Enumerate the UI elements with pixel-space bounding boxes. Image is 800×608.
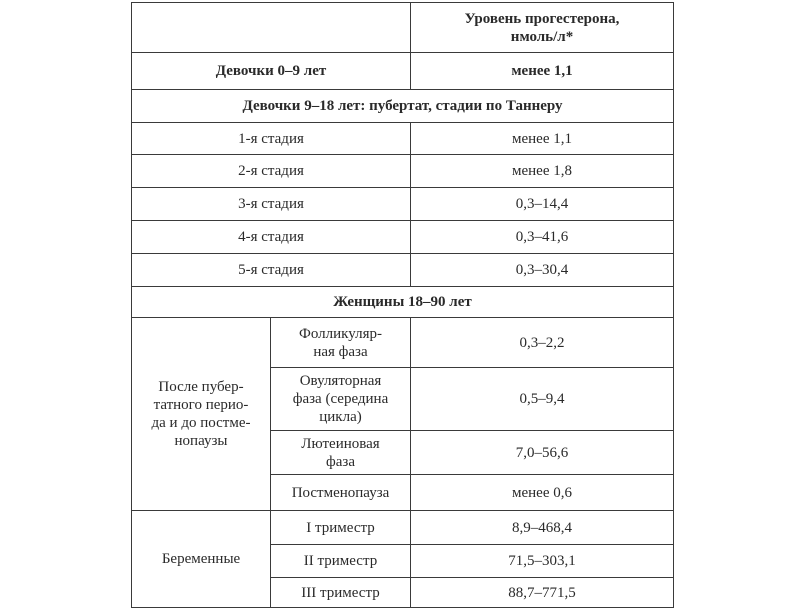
girls-9-18-title: Девочки 9–18 лет: пубертат, стадии по Таннеру bbox=[132, 90, 674, 123]
stage-value: менее 1,8 bbox=[411, 155, 674, 188]
phase-label: Лютеиновая фаза bbox=[271, 431, 411, 475]
stage-label: 1-я стадия bbox=[132, 123, 411, 155]
stage-value: 0,3–41,6 bbox=[411, 221, 674, 254]
table-row bbox=[132, 155, 674, 188]
women-18-90-title: Женщины 18–90 лет bbox=[132, 287, 674, 318]
phase-value: менее 0,6 bbox=[411, 475, 674, 511]
table-row bbox=[132, 318, 674, 368]
header-row bbox=[132, 3, 674, 53]
girls-0-9-label: Девочки 0–9 лет bbox=[132, 53, 411, 90]
phase-value: 0,3–2,2 bbox=[411, 318, 674, 368]
stage-value: менее 1,1 bbox=[411, 123, 674, 155]
stage-label: 5-я стадия bbox=[132, 254, 411, 287]
header-category-cell bbox=[132, 3, 411, 53]
trimester-label: III триместр bbox=[271, 578, 411, 608]
stage-value: 0,3–14,4 bbox=[411, 188, 674, 221]
trimester-label: II триместр bbox=[271, 545, 411, 578]
table-row bbox=[132, 123, 674, 155]
girls-0-9-value: менее 1,1 bbox=[411, 53, 674, 90]
girls-0-9-row bbox=[132, 53, 674, 90]
trimester-value: 88,7–771,5 bbox=[411, 578, 674, 608]
trimester-label: I триместр bbox=[271, 511, 411, 545]
stage-label: 3-я стадия bbox=[132, 188, 411, 221]
phase-label: Фолликуляр- ная фаза bbox=[271, 318, 411, 368]
phase-label: Постменопауза bbox=[271, 475, 411, 511]
progesterone-table bbox=[131, 2, 674, 608]
table-row bbox=[132, 221, 674, 254]
table-row bbox=[132, 511, 674, 545]
phase-value: 0,5–9,4 bbox=[411, 368, 674, 431]
table-row bbox=[132, 254, 674, 287]
trimester-value: 71,5–303,1 bbox=[411, 545, 674, 578]
phase-value: 7,0–56,6 bbox=[411, 431, 674, 475]
stage-label: 2-я стадия bbox=[132, 155, 411, 188]
women-18-90-title-row bbox=[132, 287, 674, 318]
stage-value: 0,3–30,4 bbox=[411, 254, 674, 287]
trimester-value: 8,9–468,4 bbox=[411, 511, 674, 545]
stage-label: 4-я стадия bbox=[132, 221, 411, 254]
table-row bbox=[132, 188, 674, 221]
phase-label: Овуляторная фаза (середина цикла) bbox=[271, 368, 411, 431]
header-level-cell: Уровень прогестерона, нмоль/л* bbox=[411, 3, 674, 53]
post-pubertal-group-label: После пубер- татного перио- да и до постме- нопаузы bbox=[132, 318, 271, 511]
girls-9-18-title-row bbox=[132, 90, 674, 123]
pregnant-group-label: Беременные bbox=[132, 511, 271, 608]
